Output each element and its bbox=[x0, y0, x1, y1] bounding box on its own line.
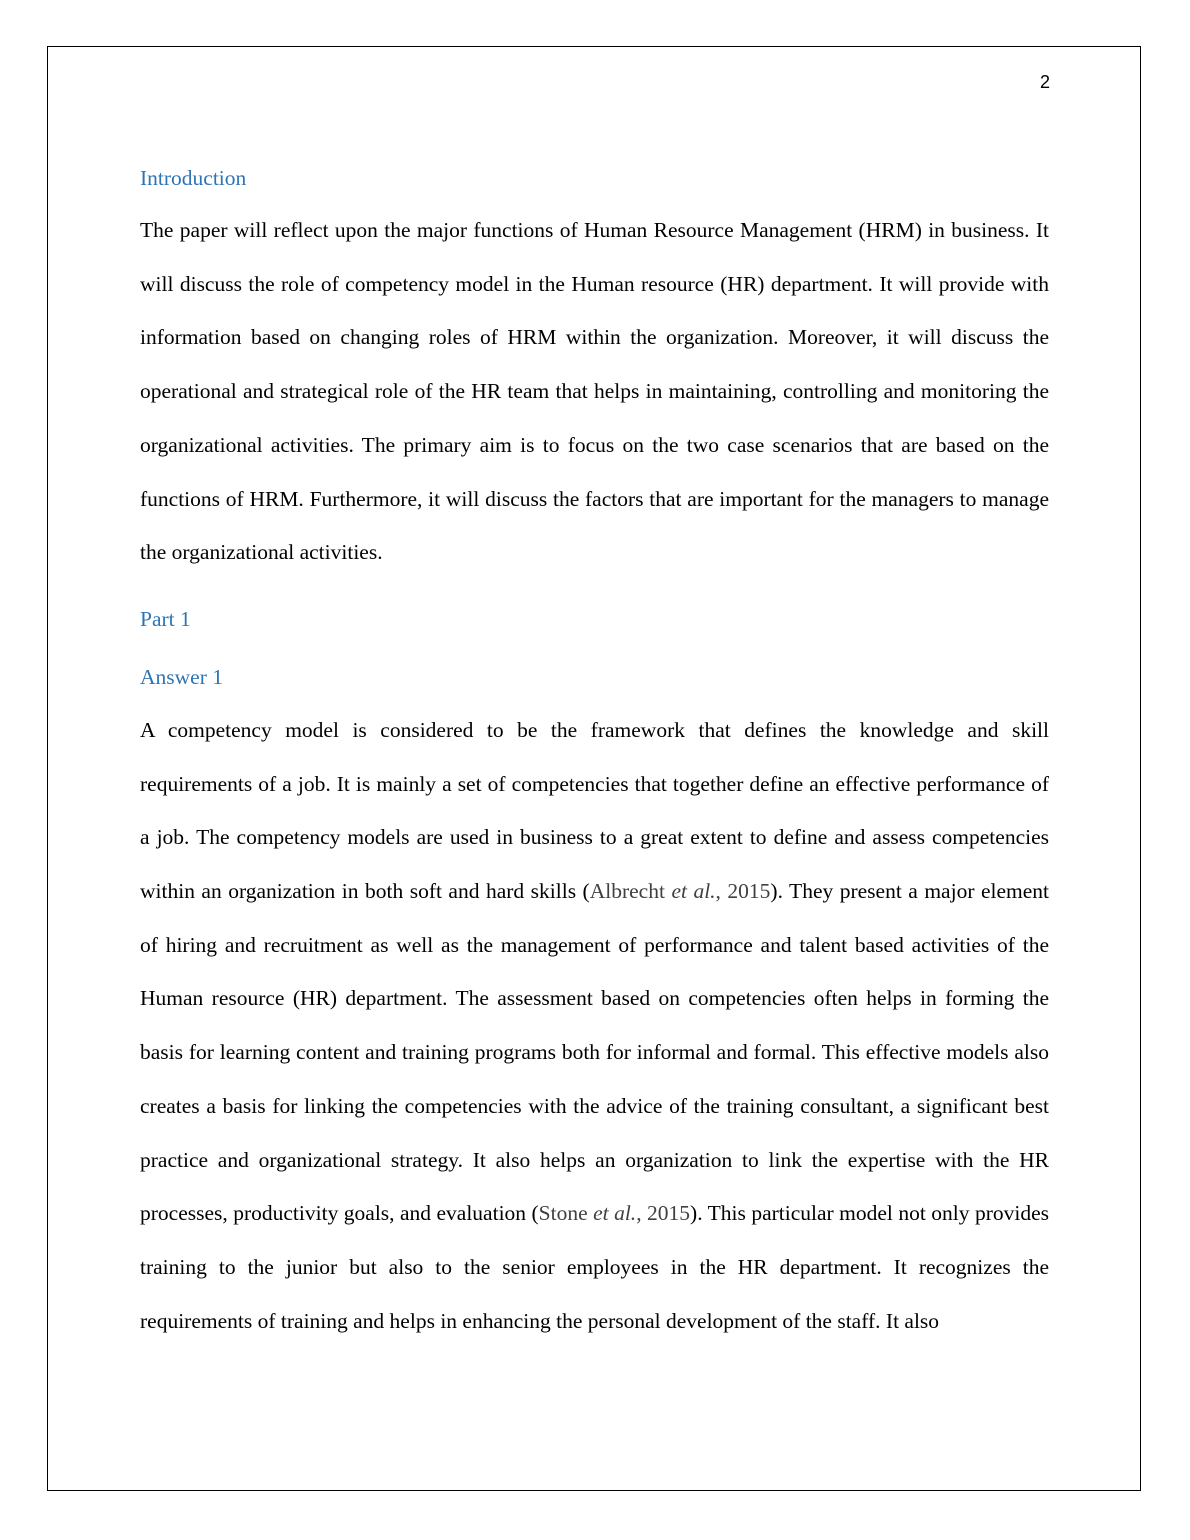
answer-1-paragraph bbox=[140, 704, 1049, 1348]
answer-1-text-c: ). This particular model not only provides training to the junior but also to the senior employees in the HR department. It recognizes the requirements of training and helps in enhancing the personal development of the staff. It also bbox=[140, 1201, 1049, 1333]
citation-albrecht-etal: et al. bbox=[671, 879, 716, 904]
document-body bbox=[140, 160, 1049, 1348]
answer-1-heading: Answer 1 bbox=[140, 664, 223, 689]
answer-1-text-b: ). They present a major element of hiring and recruitment as well as the management of performance and talent based activities of the Human resource (HR) department. The assessment based on competencies often helps in forming the basis for learning content and training programs both for informal and formal. This effective models also creates a basis for linking the competencies with the advice of the training consultant, a significant best practice and organizational strategy. It also helps an organization to link the expertise with the HR processes, productivity goals, and evaluation ( bbox=[140, 879, 1050, 1226]
citation-albrecht-year: , 2015 bbox=[715, 879, 771, 904]
citation-stone-year: , 2015 bbox=[636, 1201, 691, 1226]
page-number: 2 bbox=[1039, 72, 1050, 92]
citation-stone bbox=[539, 1201, 690, 1225]
introduction-paragraph: The paper will reflect upon the major functions of Human Resource Management (HRM) in business. It will discuss the role of competency model in the Human resource (HR) department. It will provide with information based on changing roles of HRM within the organization. Moreover, it will discuss the operational and strategical role of the HR team that helps in maintaining, controlling and monitoring the organizational activities. The primary aim is to focus on the two case scenarios that are based on the functions of HRM. Furthermore, it will discuss the factors that are important for the managers to manage the organizational activities. bbox=[140, 218, 1049, 565]
introduction-heading: Introduction bbox=[140, 166, 247, 190]
answer-1-text-a: A competency model is considered to be the framework that defines the knowledge and skill requirements of a job. It is mainly a set of competencies that together define an effective performance of a job. The competency models are used in business to a great extent to define and assess competencies within an organization in both soft and hard skills ( bbox=[140, 717, 1049, 904]
citation-albrecht-author: Albrecht bbox=[589, 879, 672, 904]
citation-albrecht bbox=[590, 879, 771, 903]
part-1-heading: Part 1 bbox=[140, 606, 191, 631]
citation-stone-author: Stone bbox=[538, 1201, 594, 1226]
citation-stone-etal: et al. bbox=[593, 1201, 637, 1226]
